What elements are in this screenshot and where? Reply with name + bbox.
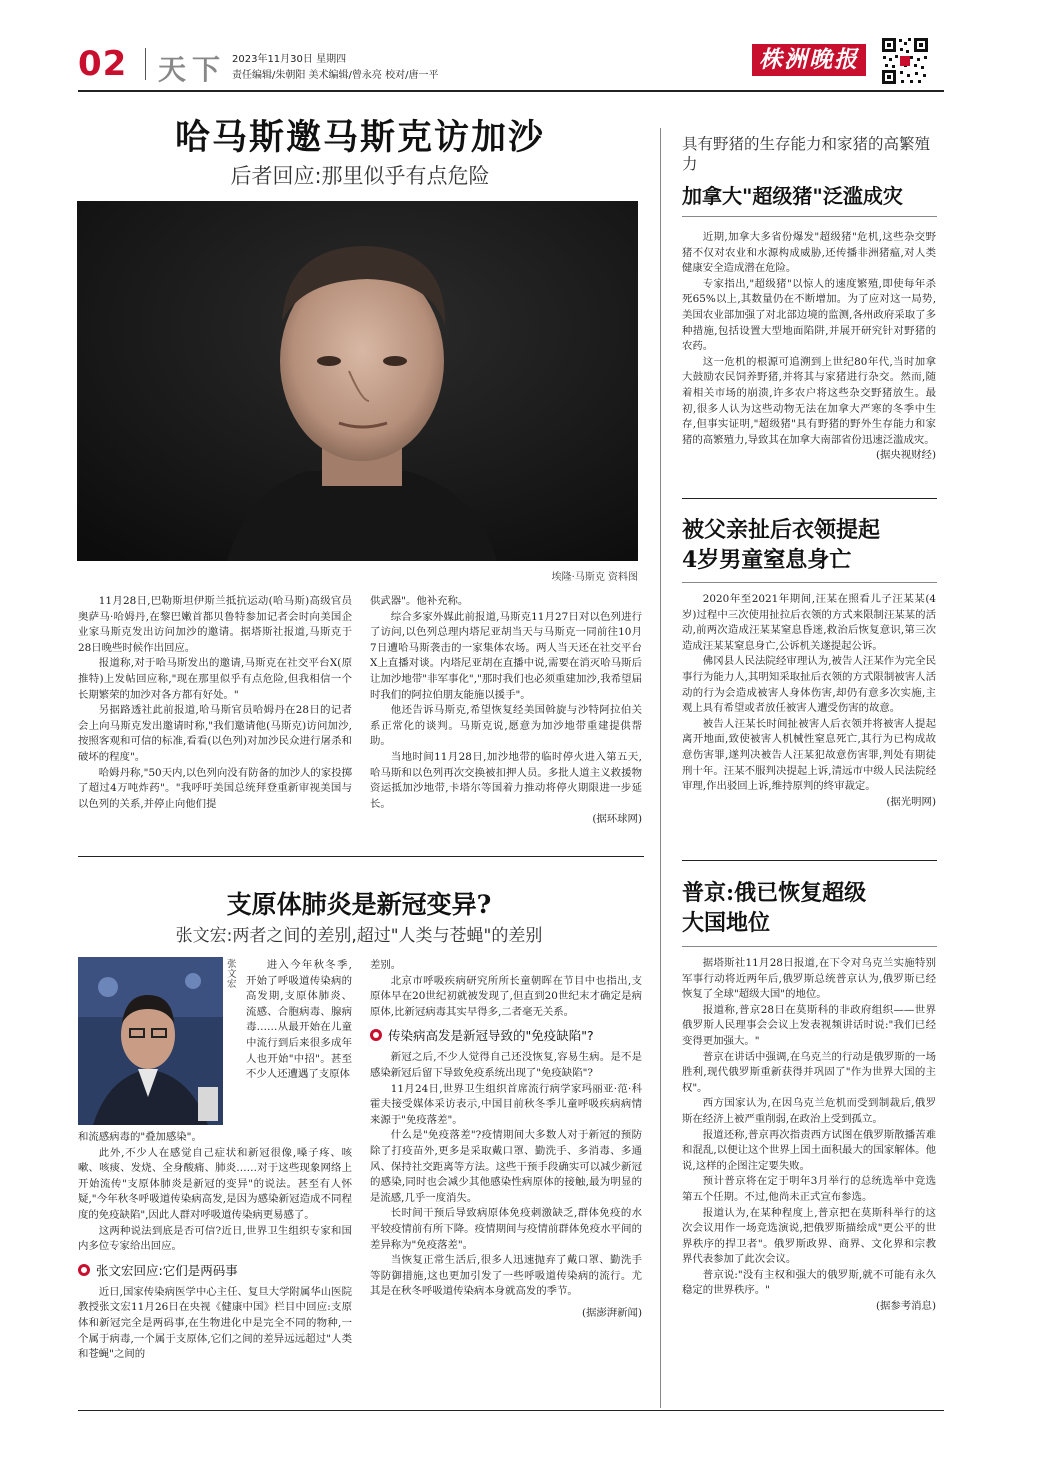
editor-credits: 责任编辑/朱朝阳 美术编辑/曾永亮 校对/唐一平 [232,70,439,81]
paragraph: 据塔斯社11月28日报道,在下令对乌克兰实施特别军事行动将近两年后,俄罗斯总统普京认为,俄罗斯已经恢复了全球"超级大国"的地位。 [682,957,936,1001]
issue-date: 2023年11月30日 星期四 [232,54,347,65]
article1-col2 [370,594,642,828]
article2-body [682,230,936,464]
subhead-text: 传染病高发是新冠导致的"免疫缺陷"? [388,1028,594,1044]
paragraph: 哈姆丹称,"50天内,以色列向没有防备的加沙人的家投掷了超过4万吨炸药"。"我呼吁美国总统拜登重新审视美国与以色列的关系,并停止向他们提 [78,766,352,810]
paragraph: 佛冈县人民法院经审理认为,被告人汪某作为完全民事行为能力人,其明知采取扯后衣领的方式限制被害人活动的行为会造成被害人身体伤害,却仍有意多次实施,主观上具有希望或者放任被害人遭受伤害的故意。 [682,655,936,715]
article5-body [682,956,936,1315]
article3-body [682,592,936,810]
paragraph: 什么是"免疫落差"?疫情期间大多数人对于新冠的预防除了打疫苗外,更多是采取戴口罩、勤洗手、多消毒、多通风、保持社交距离等方法。这些干预手段确实可以减少新冠的感染,同时也会减少其他感染性病原体的接触,最为明显的是流感,几乎一度消失。 [370,1129,642,1204]
paragraph: 预计普京将在定于明年3月举行的总统选举中竞选第五个任期。不过,他尚未正式宣布参选。 [682,1175,936,1203]
article2-source: (据央视财经) [875,449,936,462]
paragraph: 综合多家外媒此前报道,马斯克11月27日对以色列进行了访问,以色列总理内塔尼亚胡当天与马斯克一同前往10月7日遭哈马斯袭击的一家集体农场。两人当天还在社交平台X上直播对谈。内塔尼亚胡在直播中说,需要在消灭哈马斯后让加沙地带"非军事化","那时我们也必须重建加沙,我希望届时我们的阿拉伯朋友能施以援手"。 [370,610,642,701]
title-rule [682,582,937,583]
footer-rule [78,1410,944,1411]
paragraph: 进入今年秋冬季,开始了呼吸道传染病的高发期,支原体肺炎、流感、合胞病毒、腺病毒……从最开始在儿童中流行到后来很多成年人也开始"中招"。甚至不少人还遭遇了支原体 [246,959,352,1081]
paragraph: 报道认为,在某种程度上,普京把在莫斯科举行的这次会议用作一场竞选演说,把俄罗斯描绘成"更公平的世界秩序的捍卫者"。俄罗斯政界、商界、文化界和宗教界代表参加了此次会议。 [682,1206,936,1266]
section-rule [682,498,937,499]
article2-title: 加拿大"超级猪"泛滥成灾 [682,184,903,208]
article4-lead [246,958,352,1083]
article4-subtitle: 张文宏:两者之间的差别,超过"人类与苍蝇"的差别 [175,926,543,946]
column-divider [660,128,661,1408]
paragraph: 西方国家认为,在因乌克兰危机而受到制裁后,俄罗斯在经济上被严重削弱,在政治上受到孤立。 [682,1097,936,1125]
paragraph: 长时间干预后导致病原体免疫刺激缺乏,群体免疫的水平较疫情前有所下降。疫情期间与疫情前群体免疫水平间的差异称为"免疫落差"。 [370,1207,642,1251]
article5-title-line1: 普京:俄已恢复超级 [682,880,867,906]
paragraph: 普京说:"没有主权和强大的俄罗斯,就不可能有永久稳定的世界秩序。" [682,1268,936,1297]
paragraph: 当恢复正常生活后,很多人迅速抛弃了戴口罩、勤洗手等防御措施,这也更加引发了一些呼吸道传染病的流行。尤其是在秋冬呼吸道传染病本身就高发的季节。 [370,1254,642,1298]
article3-source: (据光明网) [886,795,936,808]
header-divider [145,48,146,80]
header-rule [78,90,944,92]
paragraph: 报道称,普京28日在莫斯科的非政府组织——世界俄罗斯人民理事会会议上发表视频讲话时说:"我们已经变得更加强大。" [682,1003,936,1047]
paragraph: 近期,加拿大多省份爆发"超级猪"危机,这些杂交野猪不仅对农业和水源构成威胁,还传播非洲猪瘟,对人类健康安全造成潜在危险。 [682,231,936,275]
article4-photo-caption: 张文宏 [227,959,237,990]
article1-col1 [78,594,352,812]
section-rule [682,860,937,861]
article4-source: (据澎湃新闻) [581,1306,642,1319]
paragraph: 专家指出,"超级猪"以惊人的速度繁殖,即使每年杀死65%以上,其数量仍在不断增加。为了应对这一局势,美国农业部加强了对北部边境的监测,各州政府采取了多种措施,包括设置大型地面陷阱,并展开研究针对野猪的农药。 [682,277,936,353]
article4-subhead-1 [78,1261,352,1279]
paragraph: 近日,国家传染病医学中心主任、复旦大学附属华山医院教授张文宏11月26日在央视《健康中国》栏目中回应:支原体和新冠完全是两码事,在生物进化中是完全不同的物种,一个属于病毒,一个属于支原体,它们之间的差异远远超过"人类和苍蝇"之间的 [78,1285,352,1361]
paragraph: 普京在讲话中强调,在乌克兰的行动是俄罗斯的一场胜利,现代俄罗斯重新获得并巩固了"作为世界大国的主权"。 [682,1050,936,1094]
paragraph: 这一危机的根源可追溯到上世纪80年代,当时加拿大鼓励农民饲养野猪,并将其与家猪进行杂交。然而,随着相关市场的崩溃,许多农户将这些杂交野猪放生。最初,很多人认为这些动物无法在加拿大严寒的冬季中生存,但事实证明,"超级猪"具有野猪的野外生存能力和家猪的高繁殖力,导致其在加拿大南部省份迅速泛滥成灾。 [682,355,936,446]
article4-subhead-2 [370,1026,642,1044]
article1-subtitle: 后者回应:那里似乎有点危险 [230,164,490,188]
article5-title-line2: 大国地位 [682,910,771,936]
paragraph: 11月24日,世界卫生组织首席流行病学家玛丽亚·范·科霍夫接受媒体采访表示,中国目前秋冬季儿童呼吸疾病病情来源于"免疫落差"。 [370,1082,642,1126]
article1-title: 哈马斯邀马斯克访加沙 [174,118,545,158]
title-rule [682,946,937,947]
article5-title [682,878,937,938]
article5-source: (据参考消息) [875,1300,936,1313]
paragraph: 和流感病毒的"叠加感染"。 [78,1131,202,1143]
circle-bullet-icon [78,1264,90,1276]
paragraph: 此外,不少人在感觉自己症状和新冠很像,嗓子疼、咳嗽、咳痰、发烧、全身酸痛、肺炎……对于这些现象网络上开始流传"支原体肺炎是新冠的变异"的说法。甚至有人怀疑,"今年秋冬呼吸道传染病高发,是因为感染新冠造成不同程度的免疫缺陷",因此人群对呼吸道传染病更易感了。 [78,1146,352,1221]
paragraph: 报道称,对于哈马斯发出的邀请,马斯克在社交平台X(原推特)上发帖回应称,"现在那里似乎有点危险,但我相信一个长期繁荣的加沙对各方都有好处。" [78,657,352,701]
paragraph: 北京市呼吸疾病研究所所长童朝晖在节目中也指出,支原体早在20世纪初就被发现了,但直到20世纪末才确定是病原体,比新冠病毒其实早得多,二者毫无关系。 [370,974,642,1018]
article1-photo [77,201,638,561]
article4-photo [78,957,223,1125]
paragraph: 2020年至2021年期间,汪某在照看儿子汪某某(4岁)过程中三次使用扯拉后衣领的方式来限制汪某某的活动,前两次造成汪某某窒息昏迷,救治后恢复意识,第三次造成汪某某窒息身亡,公诉机关遂提起公诉。 [682,593,936,652]
article4-col2 [370,958,642,1321]
article1-photo-caption: 埃隆·马斯克 资料图 [551,572,638,583]
article3-title [682,515,937,575]
section-rule [78,856,644,857]
article1-source: (据环球网) [592,813,642,826]
article3-title-line1: 被父亲扯后衣领提起 [682,517,881,543]
paragraph: 11月28日,巴勒斯坦伊斯兰抵抗运动(哈马斯)高级官员奥萨马·哈姆丹,在黎巴嫩首都贝鲁特参加记者会时向美国企业家马斯克发出访问加沙的邀请。据塔斯社报道,马斯克于28日晚些时候作出回应。 [78,595,352,654]
paragraph: 差别。 [370,959,402,971]
paragraph: 当地时间11月28日,加沙地带的临时停火进入第五天,哈马斯和以色列再次交换被扣押人员。多批人道主义救援物资运抵加沙地带,卡塔尔等国着力推动将停火期限进一步延长。 [370,750,642,810]
paragraph: 这两种说法到底是否可信?近日,世界卫生组织专家和国内多位专家给出回应。 [78,1224,352,1253]
qr-code-icon [880,36,930,86]
article3-title-line2: 4岁男童窒息身亡 [682,547,852,573]
paragraph: 他还告诉马斯克,希望恢复经美国斡旋与沙特阿拉伯关系正常化的谈判。马斯克说,愿意为加沙地带重建提供帮助。 [370,704,642,748]
article4-title: 支原体肺炎是新冠变异? [226,890,492,919]
article4-col1 [78,1130,352,1363]
page-number: 02 [78,44,128,84]
paragraph: 新冠之后,不少人觉得自己还没恢复,容易生病。是不是感染新冠后留下导致免疫系统出现了"免疫缺陷"? [370,1051,642,1079]
paragraph: 供武器"。他补充称。 [370,595,469,607]
subhead-text: 张文宏回应:它们是两码事 [96,1262,238,1278]
circle-bullet-icon [370,1029,382,1041]
article2-kicker: 具有野猪的生存能力和家猪的高繁殖力 [682,135,931,173]
paragraph: 报道还称,普京再次指责西方试图在俄罗斯散播苦难和混乱,以便让这个世界上国土面积最大的国家解体。他说,这样的企图注定要失败。 [682,1128,936,1172]
paragraph: 另据路透社此前报道,哈马斯官员哈姆丹在28日的记者会上向马斯克发出邀请时称,"我们邀请他(马斯克)访问加沙,按照客观和可信的标准,看看(以色列)对加沙民众进行屠杀和破坏的程度"。 [78,704,352,763]
title-rule [682,216,937,217]
paragraph: 被告人汪某长时间扯被害人后衣领并将被害人提起离开地面,致使被害人机械性窒息死亡,其行为已构成故意伤害罪,遂判决被告人汪某犯故意伤害罪,判处有期徒刑十年。汪某不服判决提起上诉,清远市中级人民法院经审理,作出驳回上诉,维持原判的终审裁定。 [682,717,936,793]
newspaper-logo: 株洲晚报 [752,44,866,76]
section-name: 天下 [158,53,227,86]
